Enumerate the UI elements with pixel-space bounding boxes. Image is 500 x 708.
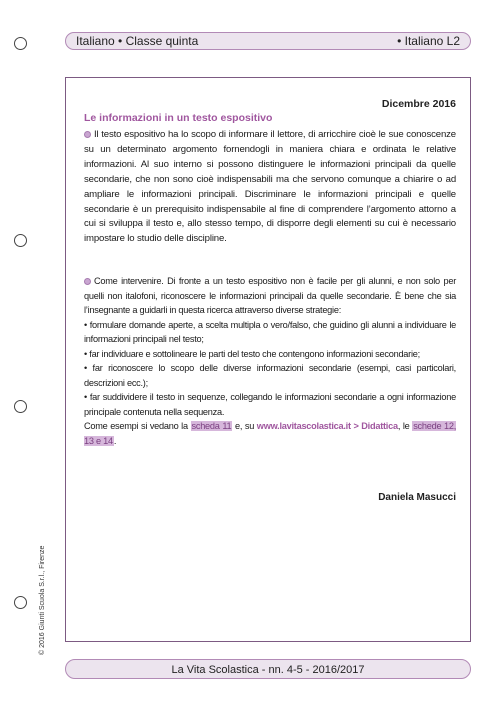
paragraph-1 bbox=[84, 128, 456, 247]
footer-text: La Vita Scolastica - nn. 4-5 - 2016/2017 bbox=[171, 664, 365, 676]
list-item: • far suddividere il testo in sequenze, collegando le informazioni secondarie a ogni informazione principale contenuta nella sequenza. bbox=[84, 392, 456, 417]
binder-hole-2 bbox=[14, 234, 27, 247]
closing-text: Come esempi si vedano la bbox=[84, 421, 191, 431]
scheda-11-link[interactable]: scheda 11 bbox=[191, 421, 232, 431]
header-subject: Italiano • Classe quinta bbox=[76, 34, 199, 48]
article-box bbox=[65, 77, 471, 642]
closing-text: , le bbox=[397, 421, 413, 431]
closing-line bbox=[84, 419, 456, 448]
binder-hole-4 bbox=[14, 596, 27, 609]
page-header bbox=[65, 32, 471, 50]
author-signature: Daniela Masucci bbox=[378, 492, 456, 503]
paragraph-1-text: Il testo espositivo ha lo scopo di informare il lettore, di arricchire cioè le sue conoscenze su un determinato argomento fornendogli in maniera chiara e ordinata le relative informazioni. Al suo interno si possono distinguere le informazioni principali da quelle secondarie, che non sono cioè indispensabili ma che servono comunque a chiarire o ad ampliare le informazioni principali. Discriminare le informazioni principali e quelle secondarie è un prerequisito indispensabile al fine di comprendere l’argomento attorno a cui si sviluppa il testo e, allo stesso tempo, di disporre degli elementi su cui è necessario impostare lo studio delle discipline. bbox=[84, 129, 456, 245]
list-item: • far riconoscere lo scopo delle diverse informazioni secondarie (esempi, casi particolari, descrizioni ecc.); bbox=[84, 363, 456, 388]
closing-text: e, su bbox=[232, 421, 257, 431]
bullet-dot-icon bbox=[84, 131, 91, 138]
header-section: • Italiano L2 bbox=[397, 34, 460, 48]
bullet-dot-icon bbox=[84, 278, 91, 285]
schede-link[interactable]: schede 12, 13 e 14 bbox=[84, 421, 457, 446]
binder-hole-1 bbox=[14, 37, 27, 50]
closing-text: . bbox=[113, 435, 117, 446]
article-title: Le informazioni in un testo espositivo bbox=[84, 112, 273, 124]
list-item: • formulare domande aperte, a scelta multipla o vero/falso, che guidino gli alunni a individuare le informazioni principali nel testo; bbox=[84, 319, 456, 344]
binder-hole-3 bbox=[14, 400, 27, 413]
paragraph-2 bbox=[84, 274, 456, 448]
website-link[interactable]: www.lavitascolastica.it > Didattica bbox=[256, 421, 398, 431]
paragraph-2-intro: Come intervenire. Di fronte a un testo espositivo non è facile per gli alunni, e non solo per quelli non italofoni, riconoscere le informazioni principali da quelle secondarie. È bene che sia l’insegnante a guidarli in questa ricerca attraverso diverse strategie: bbox=[84, 276, 456, 315]
list-item: • far individuare e sottolineare le parti del testo che contengono informazioni secondarie; bbox=[84, 348, 420, 359]
article-date: Dicembre 2016 bbox=[381, 98, 456, 110]
copyright-notice: © 2016 Giunti Scuola S.r.l., Firenze bbox=[39, 545, 46, 655]
page-footer bbox=[65, 659, 471, 679]
